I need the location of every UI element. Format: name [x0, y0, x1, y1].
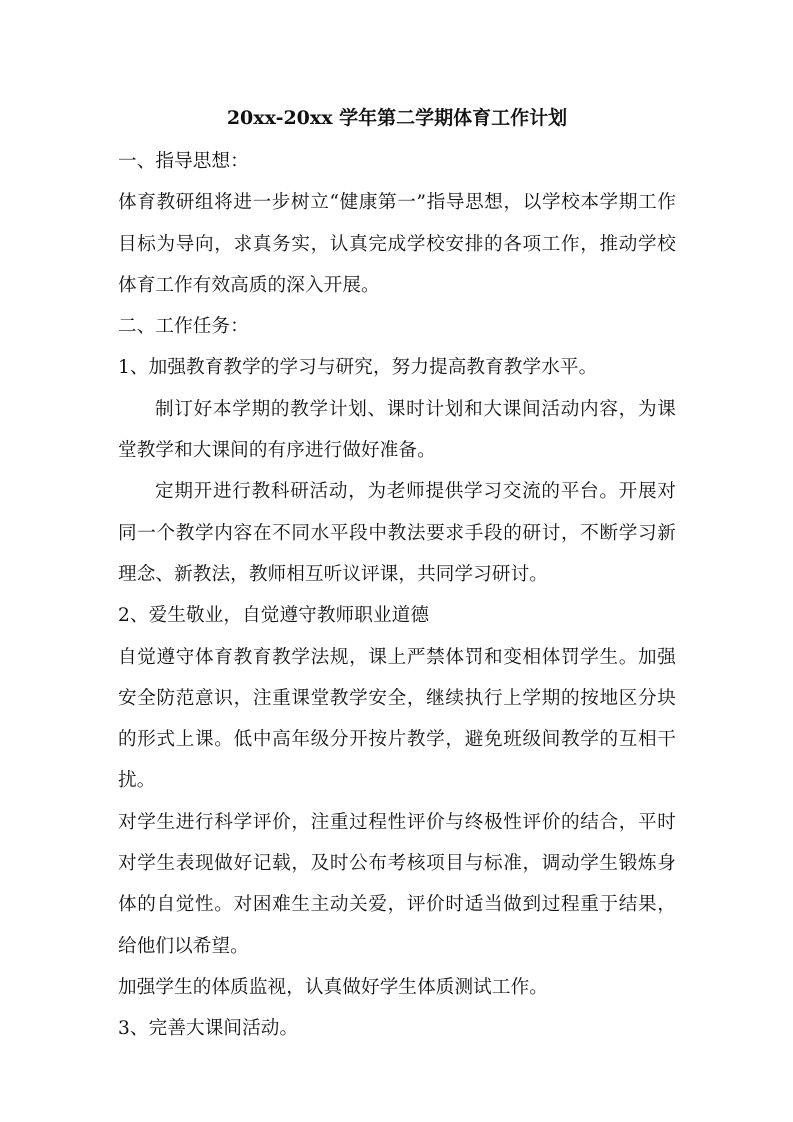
document-title: 20xx-20xx 学年第二学期体育工作计划	[226, 107, 568, 129]
section-heading-work-tasks: 二、工作任务：	[118, 316, 249, 338]
document-page	[118, 100, 676, 1050]
paragraph-physical-testing: 加强学生的体质监视，认真做好学生体质测试工作。	[118, 976, 548, 998]
paragraph-research-activities: 定期开进行教科研活动，为老师提供学习交流的平台。开展对同一个教学内容在不同水平段中教法要求手段的研讨，不断学习新理念、新教法，教师相互听议评课，共同学习研讨。	[118, 481, 676, 585]
section-heading-guiding-ideology: 一、指导思想：	[118, 151, 249, 172]
task-heading-1: 1、加强教育教学的学习与研究，努力提高教育教学水平。	[118, 357, 598, 379]
task-heading-2: 2、爱生敬业，自觉遵守教师职业道德	[118, 605, 430, 627]
paragraph-teaching-plan: 制订好本学期的教学计划、课时计划和大课间活动内容，为课堂教学和大课间的有序进行做好准备。	[118, 398, 676, 462]
paragraph-student-evaluation: 对学生进行科学评价，注重过程性评价与终极性评价的结合，平时对学生表现做好记载，及时公布考核项目与标准，调动学生锻炼身体的自觉性。对困难生主动关爱，评价时适当做到过程重于结果，给他们以希望。	[118, 811, 676, 957]
task-heading-3: 3、完善大课间活动。	[118, 1018, 299, 1040]
paragraph-guiding-ideology: 体育教研组将进一步树立“健康第一”指导思想，以学校本学期工作目标为导向，求真务实，认真完成学校安排的各项工作，推动学校体育工作有效高质的深入开展。	[118, 192, 676, 296]
paragraph-safety-regulations: 自觉遵守体育教育教学法规，课上严禁体罚和变相体罚学生。加强安全防范意识，注重课堂教学安全，继续执行上学期的按地区分块的形式上课。低中高年级分开按片教学，避免班级间教学的互相干扰。	[118, 646, 676, 792]
